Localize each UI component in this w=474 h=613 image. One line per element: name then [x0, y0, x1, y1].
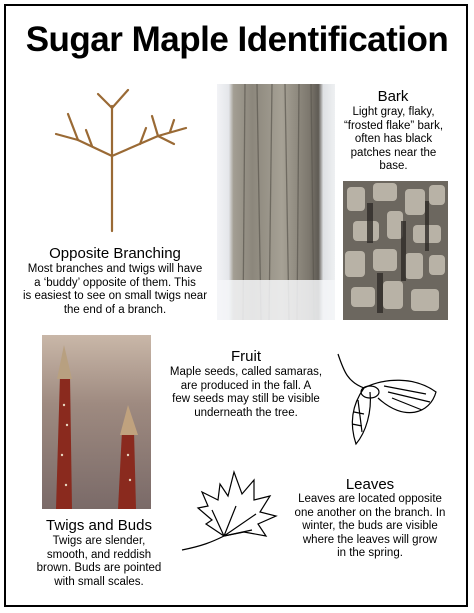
leaves-line: one another on the branch. In: [294, 506, 446, 519]
twigs-buds-photo: [42, 335, 151, 509]
bark-line: base.: [379, 160, 408, 172]
maple-leaf-drawing: [162, 466, 282, 556]
branching-line: is easiest to see on small twigs near: [22, 290, 208, 302]
twigs-line: smooth, and reddish: [46, 548, 152, 561]
leaves-heading: Leaves: [345, 476, 395, 493]
twigs-line: brown. Buds are pointed: [36, 562, 162, 574]
bark-line: Light gray, flaky,: [352, 106, 435, 118]
fruit-description: [160, 366, 332, 420]
bark-line: “frosted flake” bark,: [343, 119, 444, 132]
branching-line: a ‘buddy’ opposite of them. This: [34, 276, 196, 289]
opposite-branching-diagram: [48, 86, 198, 236]
leaves-line: Leaves are located opposite: [298, 493, 442, 505]
fruit-line: are produced in the fall. A: [180, 379, 312, 392]
fruit-line: few seeds may still be visible: [172, 393, 320, 405]
bark-description: [336, 106, 451, 174]
twigs-line: with small scales.: [54, 575, 144, 588]
branching-line: the end of a branch.: [63, 303, 167, 316]
page-title: Sugar Maple Identification: [25, 20, 449, 59]
leaves-line: winter, the buds are visible: [302, 520, 438, 532]
branching-line: Most branches and twigs will have: [27, 263, 203, 275]
bark-closeup-photo: [343, 181, 448, 320]
bark-line: often has black: [354, 133, 433, 145]
bark-line: patches near the: [350, 146, 437, 159]
leaves-description: [284, 493, 456, 561]
bark-heading: Bark: [377, 88, 409, 105]
branching-description: [22, 263, 208, 317]
branching-heading: Opposite Branching: [49, 245, 181, 262]
samara-seed-drawing: [334, 352, 440, 448]
fruit-heading: Fruit: [231, 348, 261, 365]
leaves-line: in the spring.: [337, 547, 403, 559]
bark-trunk-photo: [217, 84, 335, 320]
twigs-heading: Twigs and Buds: [46, 517, 152, 534]
fruit-line: underneath the tree.: [194, 406, 298, 419]
twigs-description: [26, 535, 172, 589]
twigs-line: Twigs are slender,: [52, 535, 146, 547]
leaves-line: where the leaves will grow: [302, 533, 438, 546]
fruit-line: Maple seeds, called samaras,: [169, 366, 323, 378]
